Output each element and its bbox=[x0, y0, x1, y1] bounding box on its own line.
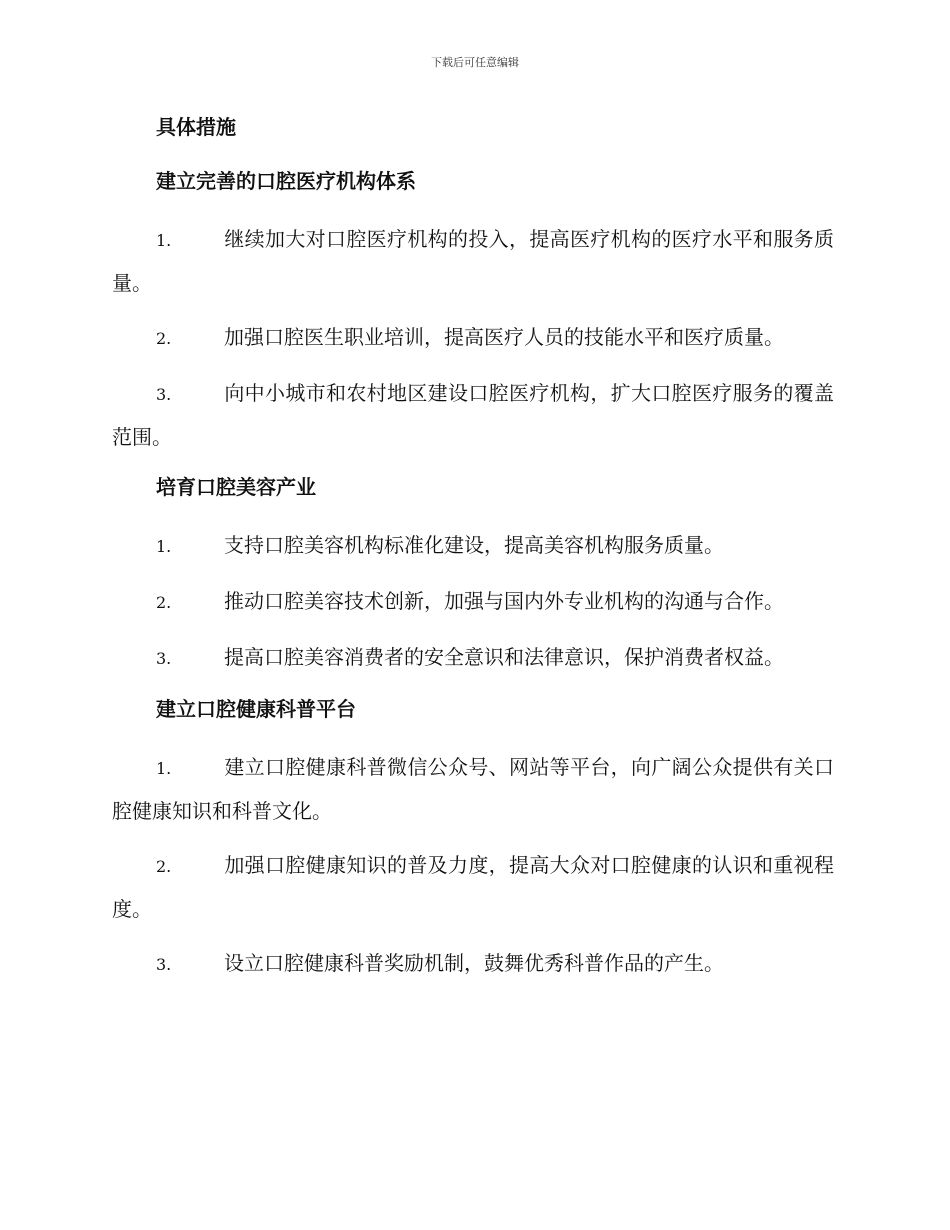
list-item bbox=[112, 524, 834, 568]
list-item-number: 3. bbox=[156, 649, 172, 668]
list-item bbox=[112, 844, 834, 930]
list-item bbox=[112, 636, 834, 680]
list-item-text: 继续加大对口腔医疗机构的投入，提高医疗机构的医疗水平和服务质量。 bbox=[112, 227, 834, 295]
section-heading: 培育口腔美容产业 bbox=[156, 475, 316, 499]
document-body bbox=[112, 110, 834, 998]
list-item bbox=[112, 218, 834, 304]
section-heading: 具体措施 bbox=[156, 115, 236, 139]
page-header: 下载后可任意编辑 bbox=[431, 56, 519, 69]
list-item-text: 加强口腔健康知识的普及力度，提高大众对口腔健康的认识和重视程度。 bbox=[112, 853, 834, 921]
section-heading: 建立完善的口腔医疗机构体系 bbox=[156, 169, 416, 193]
list-item bbox=[112, 746, 834, 832]
section-heading: 建立口腔健康科普平台 bbox=[156, 697, 356, 721]
list-item-number: 3. bbox=[156, 955, 172, 974]
list-item-number: 2. bbox=[156, 329, 172, 348]
list-item-text: 提高口腔美容消费者的安全意识和法律意识，保护消费者权益。 bbox=[224, 645, 784, 669]
list-item-text: 加强口腔医生职业培训，提高医疗人员的技能水平和医疗质量。 bbox=[224, 325, 784, 349]
list-item-text: 建立口腔健康科普微信公众号、网站等平台，向广阔公众提供有关口腔健康知识和科普文化。 bbox=[112, 755, 834, 823]
list-item-number: 2. bbox=[156, 593, 172, 612]
list-item-text: 支持口腔美容机构标准化建设，提高美容机构服务质量。 bbox=[224, 533, 724, 557]
list-item bbox=[112, 316, 834, 360]
list-item-text: 设立口腔健康科普奖励机制，鼓舞优秀科普作品的产生。 bbox=[224, 951, 724, 975]
list-item-number: 2. bbox=[156, 857, 172, 876]
list-item-number: 3. bbox=[156, 385, 172, 404]
list-item-text: 向中小城市和农村地区建设口腔医疗机构，扩大口腔医疗服务的覆盖范围。 bbox=[112, 381, 834, 449]
list-item-number: 1. bbox=[156, 231, 172, 250]
list-item-number: 1. bbox=[156, 537, 172, 556]
list-item-number: 1. bbox=[156, 759, 172, 778]
list-item bbox=[112, 580, 834, 624]
list-item bbox=[112, 942, 834, 986]
list-item bbox=[112, 372, 834, 458]
list-item-text: 推动口腔美容技术创新，加强与国内外专业机构的沟通与合作。 bbox=[224, 589, 784, 613]
